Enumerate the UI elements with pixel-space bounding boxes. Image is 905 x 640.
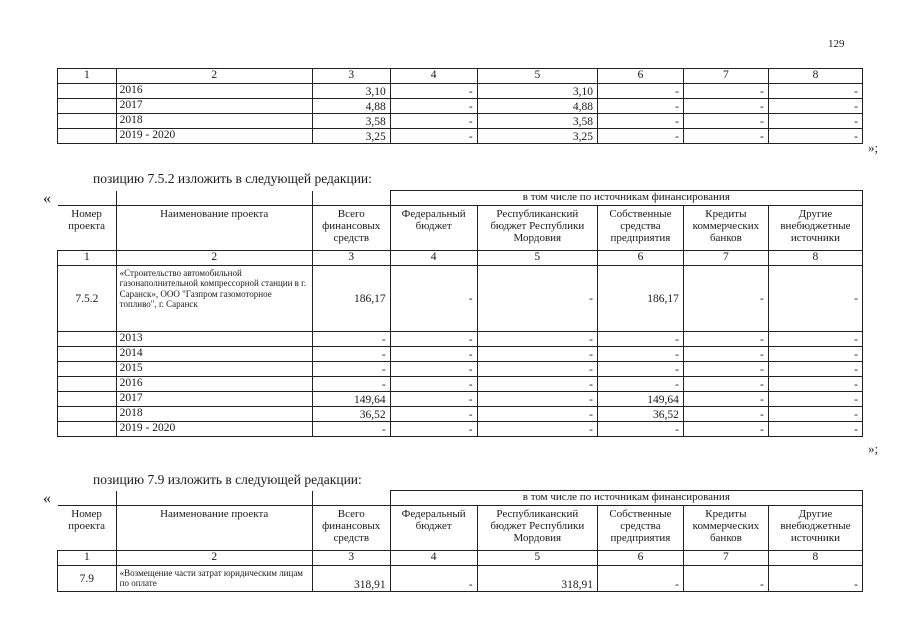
- empty-cell: [58, 114, 117, 129]
- header-republican: Республиканский бюджет Республики Мордовия: [477, 206, 597, 251]
- value-cell: -: [683, 362, 768, 377]
- header-total: Всего финансовых средств: [312, 206, 390, 251]
- year-cell: 2014: [116, 347, 312, 362]
- blank-header-cell: [116, 491, 312, 506]
- value-cell: 36,52: [312, 407, 390, 422]
- value-cell: -: [768, 266, 862, 332]
- value-cell: -: [768, 566, 862, 592]
- project-row: [58, 566, 863, 592]
- value-cell: -: [683, 377, 768, 392]
- col-number-3: 3: [312, 69, 390, 84]
- group-header-row: [58, 191, 863, 206]
- value-cell: -: [768, 362, 862, 377]
- col-number-6: 6: [597, 551, 683, 566]
- project-table-752: [57, 190, 863, 437]
- empty-cell: [58, 99, 117, 114]
- year-cell: 2018: [116, 407, 312, 422]
- year-cell: 2013: [116, 332, 312, 347]
- value-cell: -: [390, 99, 477, 114]
- year-cell: 2019 - 2020: [116, 129, 312, 144]
- year-cell: 2017: [116, 99, 312, 114]
- value-cell: -: [683, 114, 768, 129]
- value-cell: -: [477, 392, 597, 407]
- empty-cell: [58, 129, 117, 144]
- funding-sources-header: в том числе по источникам финансирования: [390, 491, 862, 506]
- empty-cell: [58, 392, 117, 407]
- empty-cell: [58, 84, 117, 99]
- col-number-1: 1: [58, 251, 117, 266]
- value-cell: -: [390, 114, 477, 129]
- section-heading-752: позицию 7.5.2 изложить в следующей редакции:: [93, 171, 372, 186]
- value-cell: 318,91: [477, 566, 597, 592]
- opening-quote: «: [43, 490, 51, 507]
- value-cell: -: [597, 566, 683, 592]
- header-own-funds: Собственные средства предприятия: [597, 506, 683, 551]
- column-number-row: [58, 551, 863, 566]
- closing-quote: »;: [868, 140, 879, 155]
- value-cell: -: [768, 377, 862, 392]
- header-other: Другие внебюджетные источники: [768, 206, 862, 251]
- year-cell: 2018: [116, 114, 312, 129]
- col-number-2: 2: [116, 69, 312, 84]
- table-row: [58, 407, 863, 422]
- empty-cell: [58, 332, 117, 347]
- value-cell: 3,58: [477, 114, 597, 129]
- value-cell: -: [683, 266, 768, 332]
- table-header-row: [58, 69, 863, 84]
- value-cell: -: [683, 407, 768, 422]
- value-cell: -: [598, 84, 684, 99]
- col-number-5: 5: [477, 251, 597, 266]
- header-republican: Республиканский бюджет Республики Мордовия: [477, 506, 597, 551]
- value-cell: -: [477, 266, 597, 332]
- col-number-1: 1: [58, 551, 117, 566]
- value-cell: -: [683, 84, 768, 99]
- header-bank-credits: Кредиты коммерческих банков: [683, 506, 768, 551]
- header-own-funds: Собственные средства предприятия: [597, 206, 683, 251]
- value-cell: -: [598, 114, 684, 129]
- header-total: Всего финансовых средств: [312, 506, 390, 551]
- col-number-4: 4: [390, 69, 477, 84]
- value-cell: -: [390, 392, 477, 407]
- col-number-4: 4: [390, 551, 477, 566]
- value-cell: -: [390, 129, 477, 144]
- value-cell: -: [597, 377, 683, 392]
- col-number-7: 7: [683, 551, 768, 566]
- table-row: [58, 99, 863, 114]
- page-number: 129: [828, 38, 845, 50]
- value-cell: -: [312, 377, 390, 392]
- empty-cell: [58, 422, 117, 437]
- header-federal: Федеральный бюджет: [390, 206, 477, 251]
- value-cell: 149,64: [312, 392, 390, 407]
- value-cell: 3,58: [312, 114, 390, 129]
- value-cell: -: [312, 422, 390, 437]
- value-cell: -: [477, 332, 597, 347]
- value-cell: -: [312, 362, 390, 377]
- empty-cell: [58, 362, 117, 377]
- value-cell: 318,91: [312, 566, 390, 592]
- funding-sources-header: в том числе по источникам финансирования: [390, 191, 862, 206]
- value-cell: -: [312, 332, 390, 347]
- value-cell: -: [683, 99, 768, 114]
- section-heading-79: позицию 7.9 изложить в следующей редакции:: [93, 472, 362, 487]
- value-cell: -: [683, 566, 768, 592]
- value-cell: -: [312, 347, 390, 362]
- col-number-1: 1: [58, 69, 117, 84]
- value-cell: 3,10: [477, 84, 597, 99]
- table-row: [58, 114, 863, 129]
- value-cell: -: [768, 114, 862, 129]
- value-cell: 3,10: [312, 84, 390, 99]
- value-cell: -: [683, 129, 768, 144]
- value-cell: 186,17: [312, 266, 390, 332]
- empty-cell: [58, 377, 117, 392]
- project-number: 7.5.2: [58, 266, 117, 332]
- col-number-8: 8: [768, 551, 862, 566]
- table-row: [58, 332, 863, 347]
- value-cell: -: [598, 99, 684, 114]
- col-number-6: 6: [597, 251, 683, 266]
- column-number-row: [58, 251, 863, 266]
- project-name: «Возмещение части затрат юридическим лицам по оплате: [116, 566, 312, 592]
- table-row: [58, 84, 863, 99]
- blank-header-cell: [58, 191, 117, 206]
- empty-cell: [58, 407, 117, 422]
- value-cell: -: [768, 392, 862, 407]
- project-number: 7.9: [58, 566, 117, 592]
- col-number-5: 5: [477, 551, 597, 566]
- value-cell: 149,64: [597, 392, 683, 407]
- value-cell: -: [683, 332, 768, 347]
- closing-quote: »;: [868, 441, 879, 456]
- header-project-name: Наименование проекта: [116, 206, 312, 251]
- header-project-name: Наименование проекта: [116, 506, 312, 551]
- year-cell: 2015: [116, 362, 312, 377]
- value-cell: -: [768, 332, 862, 347]
- col-number-4: 4: [390, 251, 477, 266]
- value-cell: -: [390, 84, 477, 99]
- column-header-row: [58, 506, 863, 551]
- value-cell: -: [683, 422, 768, 437]
- col-number-3: 3: [312, 551, 390, 566]
- value-cell: 36,52: [597, 407, 683, 422]
- opening-quote: «: [43, 190, 51, 207]
- year-cell: 2017: [116, 392, 312, 407]
- project-row: [58, 266, 863, 332]
- year-cell: 2016: [116, 84, 312, 99]
- header-other: Другие внебюджетные источники: [768, 506, 862, 551]
- value-cell: -: [390, 566, 477, 592]
- value-cell: -: [597, 347, 683, 362]
- value-cell: -: [598, 129, 684, 144]
- table-row: [58, 362, 863, 377]
- value-cell: -: [390, 347, 477, 362]
- col-number-2: 2: [116, 251, 312, 266]
- value-cell: 4,88: [312, 99, 390, 114]
- value-cell: -: [768, 347, 862, 362]
- blank-header-cell: [312, 491, 390, 506]
- table-row: [58, 422, 863, 437]
- header-project-number: Номер проекта: [58, 506, 117, 551]
- year-cell: 2019 - 2020: [116, 422, 312, 437]
- project-name: «Строительство автомобильной газонаполнительной компрессорной станции в г. Саранск», ООО "Газпром газомоторное топливо", г. Саранск: [116, 266, 312, 332]
- value-cell: -: [597, 332, 683, 347]
- empty-cell: [58, 347, 117, 362]
- value-cell: -: [768, 407, 862, 422]
- blank-header-cell: [116, 191, 312, 206]
- col-number-8: 8: [768, 69, 862, 84]
- value-cell: -: [768, 129, 862, 144]
- value-cell: 3,25: [477, 129, 597, 144]
- year-cell: 2016: [116, 377, 312, 392]
- value-cell: -: [768, 99, 862, 114]
- col-number-8: 8: [768, 251, 862, 266]
- value-cell: -: [477, 347, 597, 362]
- table-row: [58, 347, 863, 362]
- table-row: [58, 377, 863, 392]
- header-project-number: Номер проекта: [58, 206, 117, 251]
- col-number-7: 7: [683, 251, 768, 266]
- table-row: [58, 129, 863, 144]
- value-cell: -: [683, 392, 768, 407]
- value-cell: -: [390, 362, 477, 377]
- value-cell: -: [477, 377, 597, 392]
- value-cell: 3,25: [312, 129, 390, 144]
- column-header-row: [58, 206, 863, 251]
- col-number-3: 3: [312, 251, 390, 266]
- table-row: [58, 392, 863, 407]
- header-bank-credits: Кредиты коммерческих банков: [683, 206, 768, 251]
- col-number-7: 7: [683, 69, 768, 84]
- value-cell: 4,88: [477, 99, 597, 114]
- blank-header-cell: [312, 191, 390, 206]
- project-table-79: [57, 490, 863, 592]
- value-cell: -: [477, 407, 597, 422]
- value-cell: -: [477, 422, 597, 437]
- value-cell: -: [390, 377, 477, 392]
- value-cell: -: [390, 407, 477, 422]
- value-cell: -: [390, 266, 477, 332]
- value-cell: -: [768, 422, 862, 437]
- value-cell: -: [390, 422, 477, 437]
- group-header-row: [58, 491, 863, 506]
- value-cell: -: [390, 332, 477, 347]
- value-cell: -: [597, 362, 683, 377]
- value-cell: -: [477, 362, 597, 377]
- blank-header-cell: [58, 491, 117, 506]
- header-federal: Федеральный бюджет: [390, 506, 477, 551]
- value-cell: -: [683, 347, 768, 362]
- top-continuation-table: [57, 68, 863, 144]
- col-number-6: 6: [598, 69, 684, 84]
- value-cell: -: [597, 422, 683, 437]
- col-number-5: 5: [477, 69, 597, 84]
- col-number-2: 2: [116, 551, 312, 566]
- value-cell: -: [768, 84, 862, 99]
- value-cell: 186,17: [597, 266, 683, 332]
